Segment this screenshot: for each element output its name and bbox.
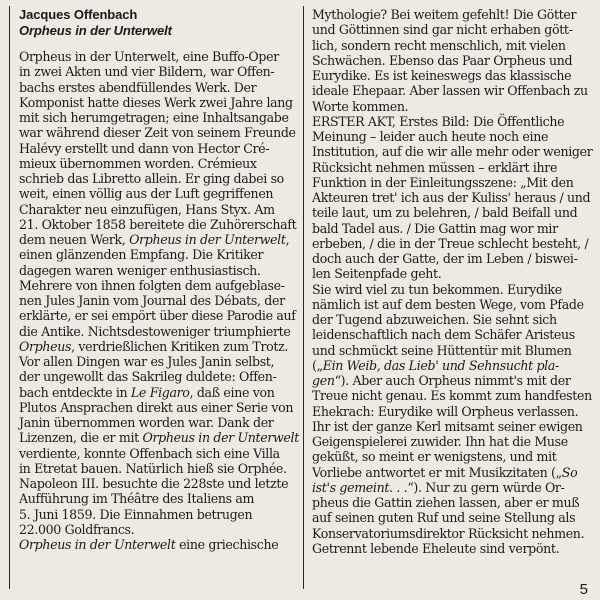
text-line <box>19 217 295 232</box>
text-line <box>312 327 594 342</box>
text-run: Sie wird viel zu tun bekommen. Eurydike <box>312 281 562 297</box>
italic-run: Orpheus in der Unterwelt <box>129 232 286 247</box>
text-run: schrieb das Libretto allein. Er ging dabei so <box>19 171 284 186</box>
text-run: in zwei Akten und vier Bildern, war Offen- <box>19 64 275 80</box>
text-line <box>312 83 594 98</box>
text-run: („ <box>312 357 323 373</box>
text-line <box>19 446 295 461</box>
text-line <box>312 114 594 129</box>
italic-run: So <box>561 464 578 480</box>
text-run: der Tugend abzuweichen. Sie sehnt sich <box>312 312 557 327</box>
left-body-text <box>19 49 299 552</box>
text-line <box>19 522 295 537</box>
text-line <box>312 480 594 495</box>
text-run: Napoleon III. besuchte die 228ste und letzte <box>19 476 289 491</box>
text-run: die Antike. Nichtsdestoweniger triumphierte <box>19 323 291 339</box>
text-line <box>312 312 594 327</box>
text-run: weit, einen völlig aus der Luft gegriffenen <box>19 186 274 202</box>
text-run: nen Jules Janin vom Journal des Débats, der <box>19 293 285 308</box>
text-run: auf seinen guten Ruf und seine Stellung als <box>312 510 576 526</box>
text-run: , <box>285 232 290 247</box>
text-run: leidenschaftlich nach dem Schäfer Aristeus <box>312 327 575 343</box>
text-run: pheus die Gattin ziehen lassen, aber er muß <box>312 495 580 510</box>
text-line <box>19 64 295 79</box>
text-line <box>312 7 594 22</box>
text-run: bald Tadel aus. / Die Gattin mag wor mir <box>312 220 558 236</box>
text-line <box>312 465 594 480</box>
italic-run: Ein Weib, das Lieb' und Sehnsucht pla- <box>322 357 559 373</box>
text-run: verdiente, konnte Offenbach sich eine Villa <box>19 445 280 461</box>
text-line <box>19 430 299 446</box>
text-line <box>312 297 594 312</box>
text-run: dem neuen Werk, <box>19 232 130 247</box>
text-run: einen glänzenden Empfang. Die Kritiker <box>19 247 264 263</box>
text-run: mieux übernommen worden. Crémieux <box>19 155 257 171</box>
text-line <box>312 495 594 510</box>
text-run: Mehrere von ihnen folgten dem aufgeblase- <box>19 277 285 293</box>
text-line <box>312 434 594 449</box>
text-line <box>19 110 295 125</box>
author-heading: Jacques Offenbach <box>19 7 138 22</box>
text-line <box>312 190 594 205</box>
text-run: Plutos Ansprachen direkt aus einer Serie von <box>19 399 294 415</box>
text-run: “). Nur zu gern würde Or- <box>407 479 565 495</box>
text-run: erklärte, er sei empört über diese Parodie auf <box>19 308 296 324</box>
text-run: ideale Ehepaar. Aber lassen wir Offenbach zu <box>312 83 588 99</box>
text-run: Mythologie? Bei weitem gefehlt! Die Götter <box>312 7 577 22</box>
text-line <box>312 404 594 419</box>
title-heading: Orpheus in der Unterwelt <box>19 23 172 38</box>
text-line <box>19 461 295 476</box>
text-line <box>312 175 594 190</box>
text-run: , verdrießlichen Kritiken zum Trotz. <box>71 338 289 354</box>
text-run: Schwächen. Ebenso das Paar Orpheus und <box>312 52 573 68</box>
text-run: len Seitenpfade geht. <box>312 266 442 282</box>
text-line <box>19 491 295 506</box>
text-line <box>19 339 295 354</box>
text-run: teile laut, um zu belehren, / bald Beifall und <box>312 205 578 221</box>
text-run: Eurydike. Es ist keineswegs das klassische <box>312 68 572 83</box>
text-line <box>19 141 295 156</box>
text-run: und schmückt seine Hüttentür mit Blumen <box>312 342 572 358</box>
italic-run: gen <box>312 373 335 388</box>
text-line <box>312 99 594 114</box>
text-line <box>312 449 594 464</box>
text-run: Charakter neu einzufügen, Hans Styx. Am <box>19 201 275 217</box>
text-line <box>312 343 594 358</box>
text-run: nämlich ist auf dem besten Wege, vom Pfade <box>312 296 584 312</box>
text-line <box>19 400 295 415</box>
text-line <box>312 68 594 83</box>
text-run: erbeben, / die in der Treue schlecht besteht, / <box>312 235 589 251</box>
text-run: bach entdeckte in <box>19 384 131 400</box>
text-line <box>312 53 594 68</box>
italic-run: Le Figaro <box>130 384 190 400</box>
text-run: Ehekrach: Eurydike will Orpheus verlassen. <box>312 403 579 419</box>
text-line <box>312 541 594 556</box>
italic-run: ist's gemeint. . . <box>312 479 408 495</box>
text-line <box>19 324 295 339</box>
text-line <box>19 125 295 140</box>
right-column <box>312 7 594 556</box>
text-line <box>312 388 594 403</box>
left-column <box>19 7 299 552</box>
text-run: Lizenzen, die er mit <box>19 430 143 446</box>
text-line <box>19 232 295 247</box>
text-line <box>19 49 295 64</box>
text-line <box>19 171 295 186</box>
text-line <box>312 251 594 266</box>
text-line <box>19 247 295 262</box>
text-line <box>19 263 295 278</box>
text-line <box>312 221 594 236</box>
text-run: der ungewollt das Sakrileg duldete: Offen- <box>19 369 277 385</box>
page-number: 5 <box>579 581 588 598</box>
text-run: Institution, auf die wir alle mehr oder weniger <box>312 144 593 160</box>
text-line <box>312 358 594 373</box>
italic-run: Orpheus <box>19 338 72 354</box>
text-line <box>19 156 295 171</box>
text-line <box>312 526 594 541</box>
text-run: , daß eine von <box>189 384 275 400</box>
text-line <box>19 537 295 552</box>
text-run: eine griechische <box>175 537 279 552</box>
text-run: in Etretat bauen. Natürlich hieß sie Orphée. <box>19 460 287 476</box>
text-line <box>19 369 295 384</box>
left-margin-rule <box>9 6 10 589</box>
text-run: Worte kommen. <box>312 98 409 114</box>
text-line <box>312 373 594 388</box>
text-run: bachs erstes abendfüllendes Werk. Der <box>19 79 257 95</box>
text-run: Aufführung im Théâtre des Italiens am <box>19 491 255 507</box>
text-run: Akteuren tret' ich aus der Kuliss' heraus / und <box>312 190 591 205</box>
text-line <box>312 419 594 434</box>
text-line <box>312 236 594 251</box>
text-run: “). Aber auch Orpheus nimmt's mit der <box>334 373 571 388</box>
text-run: mit sich herumgetragen; eine Inhaltsangabe <box>19 110 289 125</box>
text-run: Vorliebe antwortet er mit Musikzitaten („ <box>312 464 562 480</box>
text-line <box>19 354 295 369</box>
text-run: und Göttinnen sind gar nicht erhaben gött- <box>312 22 573 38</box>
text-line <box>19 293 295 308</box>
text-line <box>19 278 295 293</box>
right-body-text <box>312 7 594 556</box>
text-line <box>312 205 594 220</box>
text-line <box>19 95 295 110</box>
text-run: doch auch der Gatte, der im Leben / biswei- <box>312 251 578 266</box>
text-run: dagegen waren weniger enthusiastisch. <box>19 262 261 278</box>
text-line <box>19 80 295 95</box>
column-divider <box>303 6 304 589</box>
text-run: Funktion in der Einleitungsszene: „Mit den <box>312 174 574 190</box>
text-run: Orpheus in der Unterwelt, eine Buffo-Oper <box>19 49 279 64</box>
text-line <box>312 144 594 159</box>
text-line <box>312 160 594 175</box>
text-line <box>19 308 295 323</box>
italic-run: Orpheus in der Unterwelt <box>142 430 299 446</box>
text-run: Treue nicht genau. Es kommt zum handfesten <box>312 388 592 404</box>
text-line <box>312 38 594 53</box>
text-run: lich, sondern recht menschlich, mit vielen <box>312 37 566 53</box>
text-line <box>19 186 295 201</box>
text-run: Rücksicht nehmen müssen – erklärt ihre <box>312 159 558 175</box>
italic-run: Orpheus in der Unterwelt <box>19 537 176 552</box>
text-line <box>19 415 295 430</box>
text-line <box>19 507 295 522</box>
text-run: geküßt, so meint er wenigstens, und mit <box>312 449 557 465</box>
text-run: Halévy erstellt und dann von Hector Cré- <box>19 140 270 156</box>
text-run: 21. Oktober 1858 bereitete die Zuhörerschaft <box>19 216 297 232</box>
text-line <box>19 385 295 400</box>
text-run: Komponist hatte dieses Werk zwei Jahre lang <box>19 94 293 110</box>
text-run: Getrennt lebende Eheleute sind verpönt. <box>312 540 560 556</box>
text-line <box>19 476 295 491</box>
text-line <box>312 266 594 281</box>
text-run: 22.000 Goldfrancs. <box>19 521 135 537</box>
text-run: 5. Juni 1859. Die Einnahmen betrugen <box>19 506 253 522</box>
text-run: Geigenspielerei zuwider. Ihn hat die Muse <box>312 434 568 449</box>
text-run: Vor allen Dingen war es Jules Janin selbst, <box>19 354 275 369</box>
text-line <box>312 282 594 297</box>
text-run: war während dieser Zeit von seinem Freunde <box>19 125 296 141</box>
text-line <box>312 22 594 37</box>
text-line <box>19 202 295 217</box>
text-run: Janin übernommen worden war. Dank der <box>19 415 274 430</box>
text-run: Konservatoriumsdirektor Rücksicht nehmen. <box>312 525 585 541</box>
text-run: Ihr ist der ganze Kerl mitsamt seiner ewigen <box>312 418 583 434</box>
text-line <box>312 510 594 525</box>
text-run: ERSTER AKT, Erstes Bild: Die Öffentliche <box>312 113 565 129</box>
text-line <box>312 129 594 144</box>
text-run: Meinung – leider auch heute noch eine <box>312 129 549 144</box>
